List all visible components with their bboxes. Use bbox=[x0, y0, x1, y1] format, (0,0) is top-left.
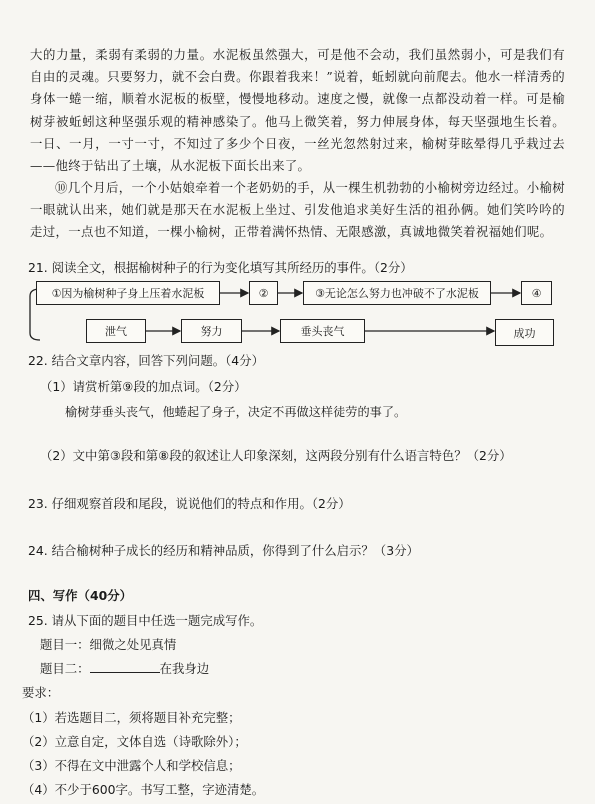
flow-box-event-4-blank: ④ bbox=[521, 281, 552, 305]
writing-section-heading: 四、写作（40分） bbox=[28, 588, 132, 603]
flow-box-state-3: 垂头丧气 bbox=[280, 319, 365, 343]
question-22-sub-1: （1）请赏析第⑨段的加点词。（2分） bbox=[40, 379, 247, 394]
story-paragraph-10: ⑩几个月后，一个小姑娘牵着一个老奶奶的手，从一棵生机勃勃的小榆树旁边经过。小榆树一眼就认出来，她们就是那天在水泥板上坐过、引发他追求美好生活的祖孙俩。她们笑吟吟的走过，一点也不知道，一棵小榆树，正带着满怀热情、无限感激，真诚地微笑着祝福她们呢。 bbox=[30, 180, 565, 240]
essay-title-2-suffix: 在我身边 bbox=[159, 661, 210, 676]
flow-box-event-3: ③无论怎么努力也冲破不了水泥板 bbox=[303, 281, 491, 305]
question-22-sub-2: （2）文中第③段和第⑧段的叙述让人印象深刻，这两段分别有什么语言特色？（2分） bbox=[40, 448, 512, 463]
flow-box-state-1: 泄气 bbox=[86, 319, 146, 343]
flow-box-state-2: 努力 bbox=[181, 319, 242, 343]
requirement-2: （2）立意自定，文体自选（诗歌除外）； bbox=[22, 734, 247, 749]
essay-title-option-1: 题目一：细微之处见真情 bbox=[40, 637, 177, 652]
essay-title-2-prefix: 题目二： bbox=[40, 661, 90, 676]
requirement-3: （3）不得在文中泄露个人和学校信息； bbox=[22, 758, 241, 773]
question-25-stem: 25. 请从下面的题目中任选一题完成写作。 bbox=[28, 613, 263, 628]
question-23-stem: 23. 仔细观察首段和尾段，说说他们的特点和作用。（2分） bbox=[28, 496, 351, 511]
requirement-1: （1）若选题目二，须将题目补充完整； bbox=[22, 710, 241, 725]
flow-box-state-4: 成功 bbox=[495, 319, 554, 346]
essay-title-option-2 bbox=[40, 659, 209, 677]
story-paragraph-9: 大的力量，柔弱有柔弱的力量。水泥板虽然强大，可是他不会动，我们虽然弱小，可是我们有自由的灵魂。只要努力，就不会白费。你跟着我来！”说着，蚯蚓就向前爬去。他水一样清秀的身体一蜷一缩，顺着水泥板的板壁，慢慢地移动。速度之慢，就像一点都没动着一样。可是榆树芽被蚯蚓这种坚强乐观的精神感染了。他马上微笑着，努力伸展身体，每天坚强地生长着。一日、一月，一寸一寸，不知过了多少个日夜，一丝光忽然射过来，榆树芽眩晕得几乎栽过去——他终于钻出了土壤，从水泥板下面长出来了。 bbox=[30, 47, 565, 174]
question-22-quote: 榆树芽垂头丧气，他蜷起了身子，决定不再做这样徒劳的事了。 bbox=[65, 405, 407, 419]
requirements-label: 要求： bbox=[22, 685, 60, 700]
question-21-stem: 21. 阅读全文，根据榆树种子的行为变化填写其所经历的事件。（2分） bbox=[28, 260, 413, 275]
flow-box-event-1: ①因为榆树种子身上压着水泥板 bbox=[36, 281, 220, 305]
essay-title-2-blank bbox=[90, 660, 160, 673]
requirement-4: （4）不少于600字。书写工整，字迹清楚。 bbox=[22, 782, 265, 797]
flow-box-event-2-blank: ② bbox=[249, 281, 278, 305]
question-22-stem: 22. 结合文章内容，回答下列问题。（4分） bbox=[28, 353, 264, 368]
question-24-stem: 24. 结合榆树种子成长的经历和精神品质，你得到了什么启示？（3分） bbox=[28, 543, 419, 558]
